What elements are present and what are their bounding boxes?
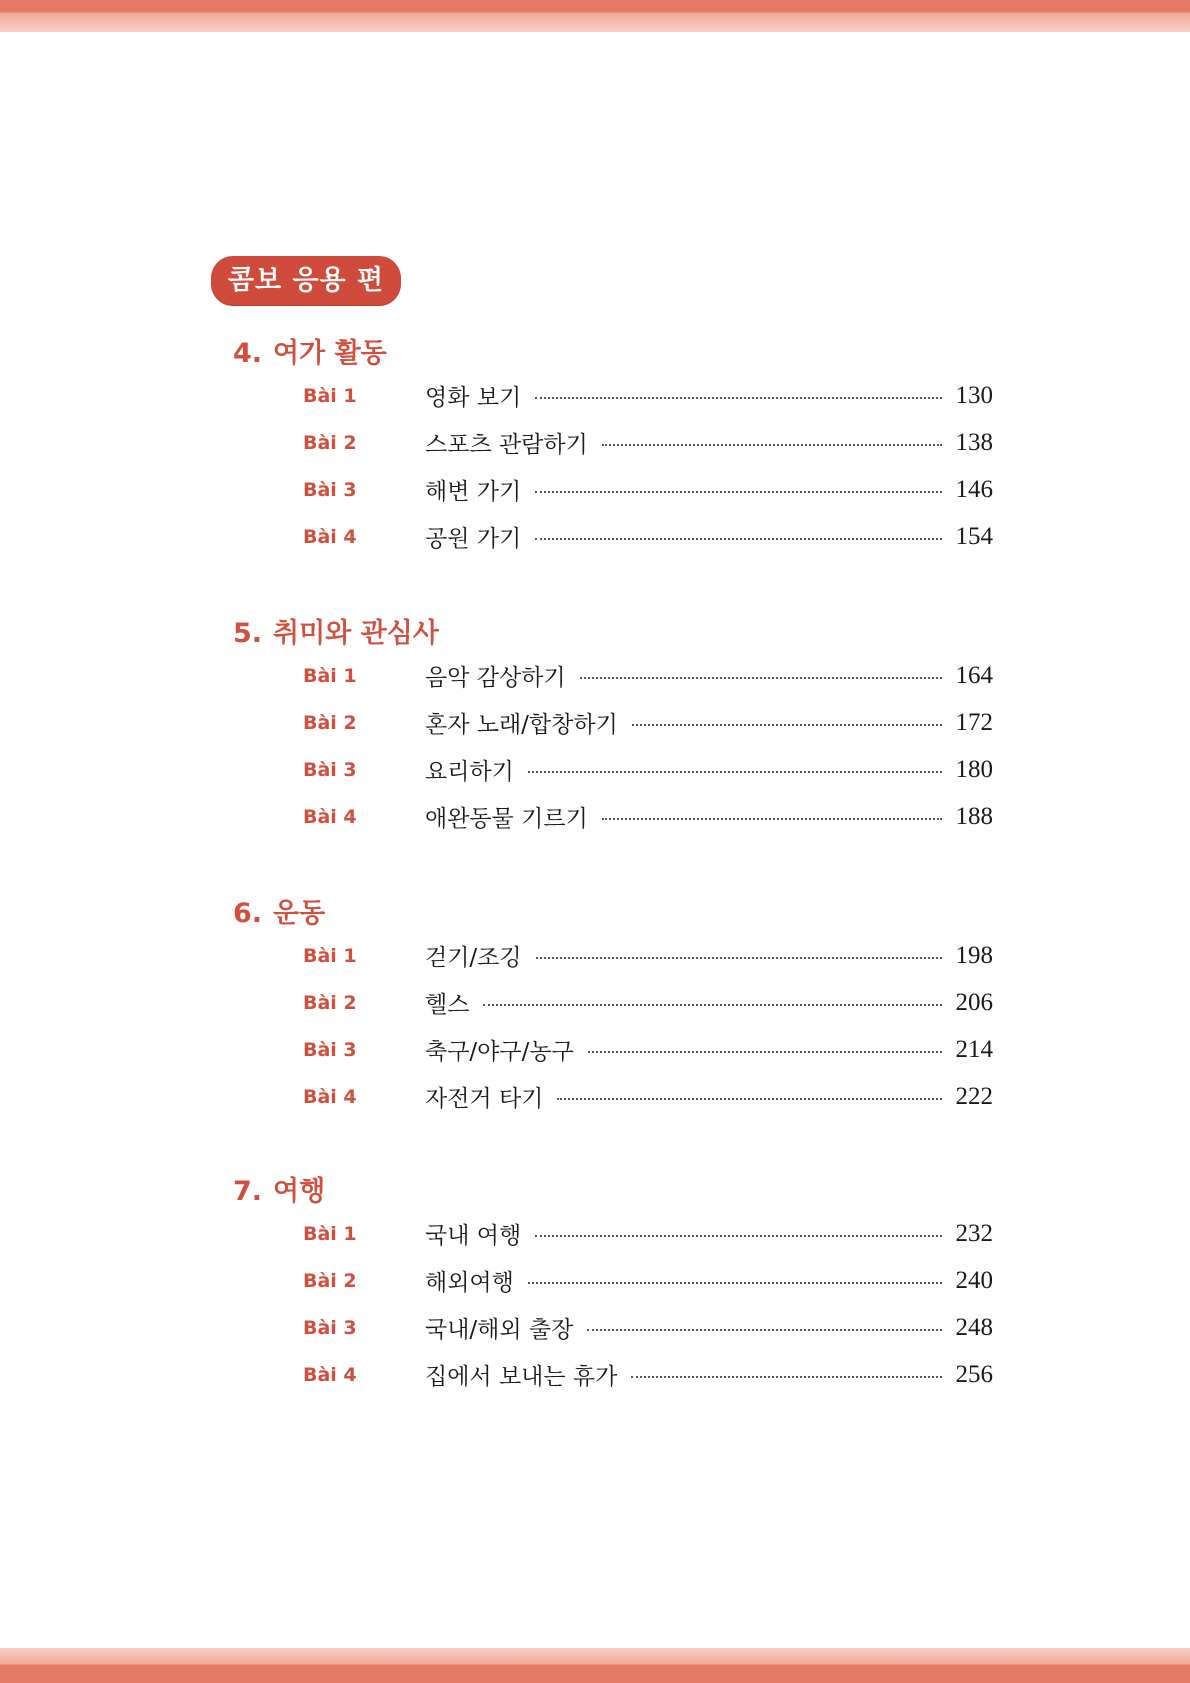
lesson-label: Bài 4 — [303, 805, 357, 828]
lesson-title: 해외여행 — [425, 1270, 514, 1296]
dotted-leader — [602, 444, 942, 446]
lesson-label: Bài 3 — [303, 1038, 357, 1061]
chapter-number: 5. — [233, 618, 263, 649]
toc-entry[interactable] — [233, 513, 993, 560]
lesson-label: Bài 1 — [303, 384, 357, 407]
lesson-title: 혼자 노래/합창하기 — [425, 712, 618, 738]
lesson-title: 자전거 타기 — [425, 1086, 544, 1112]
lesson-label: Bài 3 — [303, 478, 357, 501]
lesson-title: 애완동물 기르기 — [425, 806, 588, 832]
toc-entry-body — [425, 800, 993, 833]
lesson-title: 헬스 — [425, 992, 470, 1018]
toc-entry[interactable] — [233, 746, 993, 793]
toc-entry-body — [425, 986, 993, 1019]
lesson-title: 국내 여행 — [425, 1223, 522, 1249]
lesson-title: 요리하기 — [425, 759, 514, 785]
chapter-section — [233, 616, 993, 840]
dotted-leader — [535, 538, 941, 540]
dotted-leader — [631, 1376, 941, 1378]
chapter-heading — [233, 1174, 993, 1210]
bottom-decorative-band — [0, 1648, 1190, 1683]
toc-entry-body — [425, 473, 993, 506]
toc-entry[interactable] — [233, 652, 993, 699]
toc-entry-body — [425, 520, 993, 553]
lesson-title: 스포츠 관람하기 — [425, 432, 588, 458]
lesson-title: 축구/야구/농구 — [425, 1039, 574, 1065]
toc-entry-body — [425, 1264, 993, 1297]
lesson-label: Bài 1 — [303, 1222, 357, 1245]
chapter-section — [233, 336, 993, 560]
toc-entry[interactable] — [233, 1026, 993, 1073]
toc-entry[interactable] — [233, 932, 993, 979]
toc-entry-body — [425, 659, 993, 692]
dotted-leader — [602, 818, 942, 820]
chapter-heading — [233, 336, 993, 372]
toc-entry[interactable] — [233, 372, 993, 419]
lesson-label: Bài 4 — [303, 1085, 357, 1108]
page-number: 164 — [955, 661, 993, 689]
toc-entry-body — [425, 1311, 993, 1344]
lesson-label: Bài 1 — [303, 664, 357, 687]
dotted-leader — [557, 1098, 941, 1100]
chapter-section — [233, 1174, 993, 1398]
chapter-title: 취미와 관심사 — [273, 618, 439, 649]
lesson-title: 해변 가기 — [425, 479, 522, 505]
page-number: 154 — [955, 522, 993, 550]
page-number: 256 — [955, 1360, 993, 1388]
toc-entry-body — [425, 1080, 993, 1113]
lesson-title: 음악 감상하기 — [425, 665, 566, 691]
chapter-title: 여행 — [273, 1176, 326, 1207]
toc-entry[interactable] — [233, 1351, 993, 1398]
lesson-title: 집에서 보내는 휴가 — [425, 1364, 618, 1390]
page-number: 206 — [955, 988, 993, 1016]
lesson-label: Bài 3 — [303, 758, 357, 781]
toc-entry[interactable] — [233, 419, 993, 466]
toc-entry-body — [425, 753, 993, 786]
page-number: 180 — [955, 755, 993, 783]
lesson-label: Bài 2 — [303, 711, 357, 734]
dotted-leader — [536, 957, 942, 959]
toc-entry[interactable] — [233, 1210, 993, 1257]
dotted-leader — [587, 1329, 941, 1331]
chapter-heading — [233, 896, 993, 932]
page-number: 222 — [955, 1082, 993, 1110]
lesson-label: Bài 1 — [303, 944, 357, 967]
lesson-label: Bài 4 — [303, 525, 357, 548]
lesson-label: Bài 2 — [303, 1269, 357, 1292]
toc-entry-body — [425, 1033, 993, 1066]
dotted-leader — [632, 724, 942, 726]
top-decorative-band — [0, 0, 1190, 32]
toc-entry-body — [425, 379, 993, 412]
chapter-number: 7. — [233, 1176, 263, 1207]
page-number: 198 — [955, 941, 993, 969]
chapter-section — [233, 896, 993, 1120]
lesson-title: 영화 보기 — [425, 385, 522, 411]
lesson-label: Bài 3 — [303, 1316, 357, 1339]
toc-entry[interactable] — [233, 793, 993, 840]
page-number: 138 — [955, 428, 993, 456]
dotted-leader — [535, 491, 941, 493]
toc-entry[interactable] — [233, 699, 993, 746]
dotted-leader — [580, 677, 942, 679]
page-number: 172 — [955, 708, 993, 736]
toc-entry[interactable] — [233, 1257, 993, 1304]
page-number: 214 — [955, 1035, 993, 1063]
toc-entry-body — [425, 706, 993, 739]
chapter-number: 6. — [233, 898, 263, 929]
dotted-leader — [528, 1282, 942, 1284]
lesson-label: Bài 2 — [303, 991, 357, 1014]
toc-entry[interactable] — [233, 1304, 993, 1351]
toc-entry-body — [425, 426, 993, 459]
dotted-leader — [535, 397, 941, 399]
part-title-badge: 콤보 응용 편 — [211, 256, 401, 305]
page-number: 240 — [955, 1266, 993, 1294]
chapter-title: 여가 활동 — [273, 338, 387, 369]
dotted-leader — [588, 1051, 942, 1053]
lesson-title: 걷기/조깅 — [425, 945, 522, 971]
lesson-title: 공원 가기 — [425, 526, 522, 552]
toc-entry[interactable] — [233, 466, 993, 513]
dotted-leader — [528, 771, 942, 773]
chapter-title: 운동 — [273, 898, 326, 929]
toc-entry[interactable] — [233, 1073, 993, 1120]
page-number: 248 — [955, 1313, 993, 1341]
page-number: 232 — [955, 1219, 993, 1247]
chapter-number: 4. — [233, 338, 263, 369]
lesson-title: 국내/해외 출장 — [425, 1317, 574, 1343]
page-number: 130 — [955, 381, 993, 409]
dotted-leader — [483, 1004, 941, 1006]
lesson-label: Bài 4 — [303, 1363, 357, 1386]
toc-entry-body — [425, 1358, 993, 1391]
toc-entry-body — [425, 1217, 993, 1250]
page-number: 146 — [955, 475, 993, 503]
chapter-heading — [233, 616, 993, 652]
toc-entry[interactable] — [233, 979, 993, 1026]
dotted-leader — [535, 1235, 941, 1237]
toc-entry-body — [425, 939, 993, 972]
lesson-label: Bài 2 — [303, 431, 357, 454]
page-number: 188 — [955, 802, 993, 830]
